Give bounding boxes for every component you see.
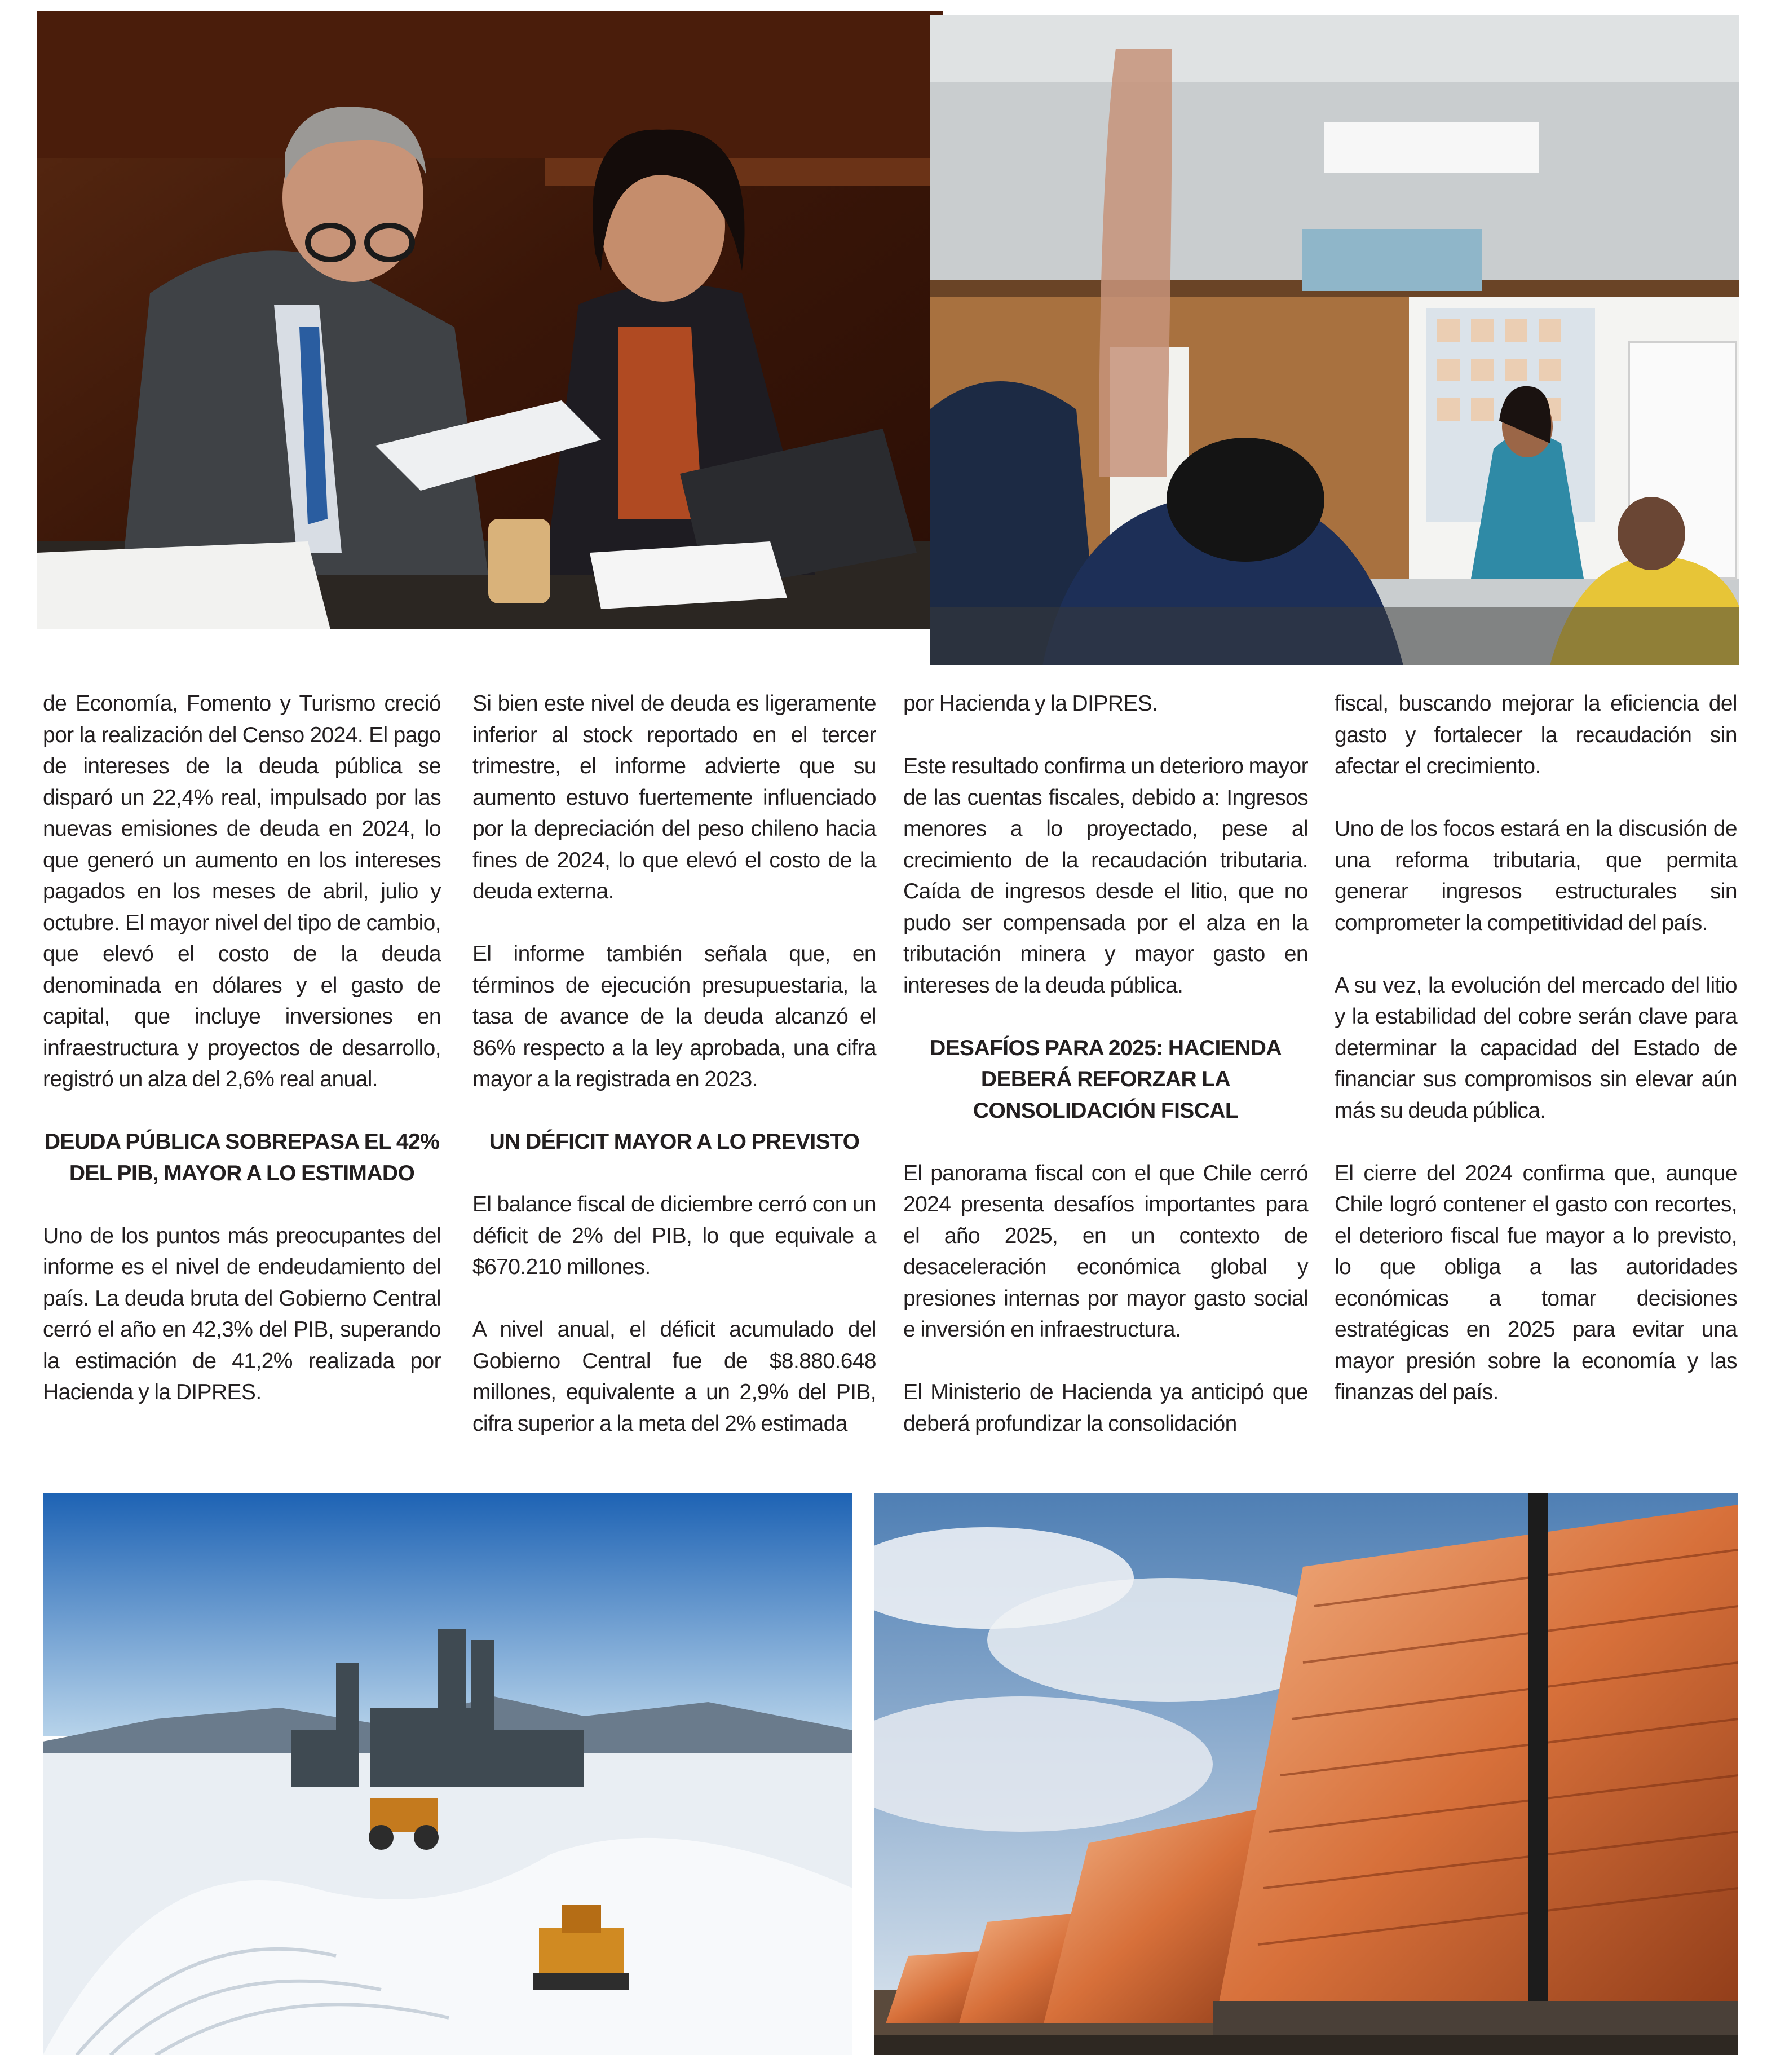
article-paragraph: El Ministerio de Hacienda ya anticipó que deberá profundizar la consolidación (903, 1380, 1308, 1436)
section-heading-deficit: UN DÉFICIT MAYOR A LO PREVISTO (489, 1130, 860, 1154)
article-paragraph: El balance fiscal de diciembre cerró con un déficit de 2% del PIB, lo que equivale a $670.210 millones. (472, 1192, 876, 1279)
article-column-4 (1335, 688, 1737, 1444)
lithium-plant-photo-icon (43, 1493, 852, 2055)
classroom-photo-icon (930, 15, 1739, 665)
article-paragraph: fiscal, buscando mejorar la eficiencia del gasto y fortalecer la recaudación sin afectar el crecimiento. (1335, 691, 1737, 778)
copper-cathodes-photo (874, 1493, 1738, 2055)
article-column-1 (43, 688, 441, 1444)
copper-cathodes-photo-icon (874, 1493, 1738, 2055)
congress-photo-icon (37, 11, 943, 629)
article-paragraph: A su vez, la evolución del mercado del litio y la estabilidad del cobre serán clave para determinar la capacidad del Estado de financiar sus compromisos sin elevar aún más su deuda pública. (1335, 973, 1737, 1123)
article-paragraph: Uno de los puntos más preocupantes del informe es el nivel de endeudamiento del país. La deuda bruta del Gobierno Central cerró el año en 42,3% del PIB, superando la estimación de 41,2% realizada por Hacienda y la DIPRES. (43, 1223, 441, 1404)
article-column-2 (472, 688, 876, 1444)
article-paragraph: El informe también señala que, en términos de ejecución presupuestaria, la tasa de avance de la deuda alcanzó el 86% respecto a la ley aprobada, una cifra mayor a la registrada en 2023. (472, 942, 876, 1091)
article-paragraph: por Hacienda y la DIPRES. (903, 691, 1158, 716)
article-paragraph: El cierre del 2024 confirma que, aunque Chile logró contener el gasto con recortes, el deterioro fiscal fue mayor a lo previsto, lo que obliga a las autoridades económicas a tomar decisiones estratégicas en 2025 para evitar una mayor presión sobre la economía y las finanzas del país. (1335, 1161, 1737, 1404)
article-paragraph: El panorama fiscal con el que Chile cerró 2024 presenta desafíos importantes para el año 2025, en un contexto de desaceleración económica global y presiones internas por mayor gasto social e inversión en infraestructura. (903, 1161, 1308, 1342)
lithium-plant-photo (43, 1493, 852, 2055)
article-paragraph: Uno de los focos estará en la discusión de una reforma tributaria, que permita generar ingresos estructurales sin comprometer la competitividad del país. (1335, 817, 1737, 935)
article-column-3 (903, 688, 1308, 1444)
classroom-photo (930, 15, 1739, 665)
congress-photo (37, 11, 943, 629)
article-paragraph: Este resultado confirma un deterioro mayor de las cuentas fiscales, debido a: Ingresos menores a lo proyectado, pese al crecimiento de la recaudación tributaria. Caída de ingresos desde el litio, que no pudo ser compensada por el alza en la tributación minera y mayor gasto en intereses de la deuda pública. (903, 754, 1308, 998)
article-paragraph: Si bien este nivel de deuda es ligeramente inferior al stock reportado en el tercer trimestre, el informe advierte que su aumento estuvo fuertemente influenciado por la depreciación del peso chileno hacia fines de 2024, lo que elevó el costo de la deuda externa. (472, 691, 876, 903)
article-paragraph: A nivel anual, el déficit acumulado del Gobierno Central fue de $8.880.648 millones, equivalente a un 2,9% del PIB, cifra superior a la meta del 2% estimada (472, 1317, 876, 1436)
section-heading-debt: DEUDA PÚBLICA SOBREPASA EL 42% DEL PIB, MAYOR A LO ESTIMADO (44, 1130, 440, 1185)
article-paragraph: de Economía, Fomento y Turismo creció por la realización del Censo 2024. El pago de intereses de la deuda pública se disparó un 22,4% real, impulsado por las nuevas emisiones de deuda en 2024, lo que generó un aumento en los intereses pagados en los meses de abril, julio y octubre. El mayor nivel del tipo de cambio, que elevó el costo de la deuda denominada en dólares y el gasto de capital, que incluye inversiones en infraestructura y proyectos de desarrollo, registró un alza del 2,6% real anual. (43, 691, 441, 1091)
section-heading-challenges: DESAFÍOS PARA 2025: HACIENDA DEBERÁ REFORZAR LA CONSOLIDACIÓN FISCAL (930, 1035, 1282, 1123)
